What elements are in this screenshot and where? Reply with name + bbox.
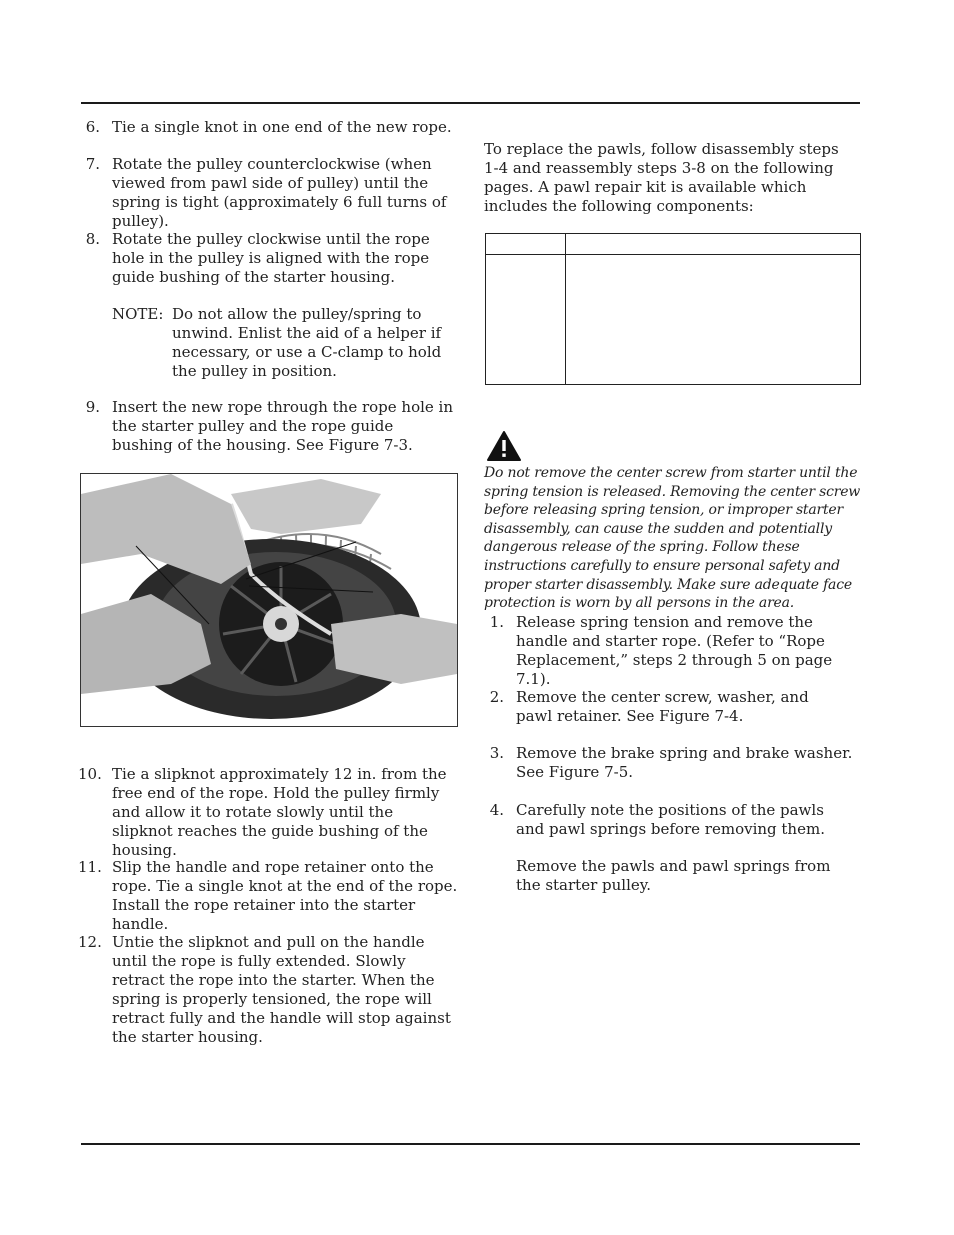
step-text: Remove the brake spring and brake washer. See Figure 7-5. bbox=[516, 744, 853, 781]
step-text: Insert the new rope through the rope hole in the starter pulley and the rope guide bushing of the housing. See Figure 7-3. bbox=[112, 398, 454, 454]
step-text: Rotate the pulley counterclockwise (when viewed from pawl side of pulley) until the spring is tight (approximately 6 full turns of pulley). bbox=[112, 155, 447, 230]
kit-table-header bbox=[486, 234, 860, 255]
step-text: Slip the handle and rope retainer onto the rope. Tie a single knot at the end of the rope. Install the rope retainer into the starter handle. bbox=[112, 858, 458, 933]
warning-text: Do not remove the center screw from starter until the spring tension is released. Removing the center screw before releasing spring tension, or improper starter disassembly, can cause the sudden and potentially dangerous release of the spring. Follow these instructions carefully to ensure personal safety and proper starter disassembly. Make sure adequate face protection is worn by all persons in the area. bbox=[484, 465, 861, 612]
step-number: 6. bbox=[85, 118, 100, 136]
step-text: Carefully note the positions of the pawls and pawl springs before removing them. bbox=[516, 801, 825, 838]
top-rule bbox=[81, 102, 860, 104]
step-text: Tie a single knot in one end of the new rope. bbox=[112, 118, 452, 136]
step-number: 2. bbox=[489, 688, 504, 706]
kit-table-divider bbox=[565, 234, 566, 384]
warning-triangle-icon bbox=[486, 430, 522, 462]
figure-7-3-photo bbox=[80, 473, 458, 727]
bottom-rule bbox=[81, 1143, 860, 1145]
step-number: 1. bbox=[489, 613, 504, 631]
pawl-intro-paragraph: To replace the pawls, follow disassembly steps 1-4 and reassembly steps 3-8 on the following pages. A pawl repair kit is available which includes the following components: bbox=[484, 140, 839, 215]
step-number: 7. bbox=[85, 155, 100, 173]
step-number: 11. bbox=[78, 858, 102, 876]
note-text: Do not allow the pulley/spring to unwind. Enlist the aid of a helper if necessary, or use a C-clamp to hold the pulley in position. bbox=[172, 305, 442, 380]
step-number: 3. bbox=[489, 744, 504, 762]
step-text: Rotate the pulley clockwise until the rope hole in the pulley is aligned with the rope guide bushing of the starter housing. bbox=[112, 230, 430, 286]
step-text: Tie a slipknot approximately 12 in. from the free end of the rope. Hold the pulley firmly and allow it to rotate slowly until the slipknot reaches the guide bushing of the housing. bbox=[112, 765, 447, 859]
starter-pulley-illustration bbox=[81, 474, 457, 726]
step-text: Release spring tension and remove the handle and starter rope. (Refer to “Rope Replacement,” steps 2 through 5 on page 7.1). bbox=[516, 613, 833, 688]
pawl-repair-kit-table bbox=[485, 233, 861, 385]
step-number: 8. bbox=[85, 230, 100, 248]
step-number: 10. bbox=[78, 765, 102, 783]
step-text: Untie the slipknot and pull on the handle until the rope is fully extended. Slowly retract the rope into the starter. When the spring is properly tensioned, the rope will retract fully and the handle will stop against the starter housing. bbox=[112, 933, 451, 1046]
step-text: Remove the center screw, washer, and pawl retainer. See Figure 7-4. bbox=[516, 688, 809, 725]
note-label: NOTE: bbox=[112, 305, 164, 323]
step-number: 12. bbox=[78, 933, 102, 951]
disassembly-step-4-followup: Remove the pawls and pawl springs from the starter pulley. bbox=[516, 857, 831, 894]
step-number: 4. bbox=[489, 801, 504, 819]
step-number: 9. bbox=[85, 398, 100, 416]
